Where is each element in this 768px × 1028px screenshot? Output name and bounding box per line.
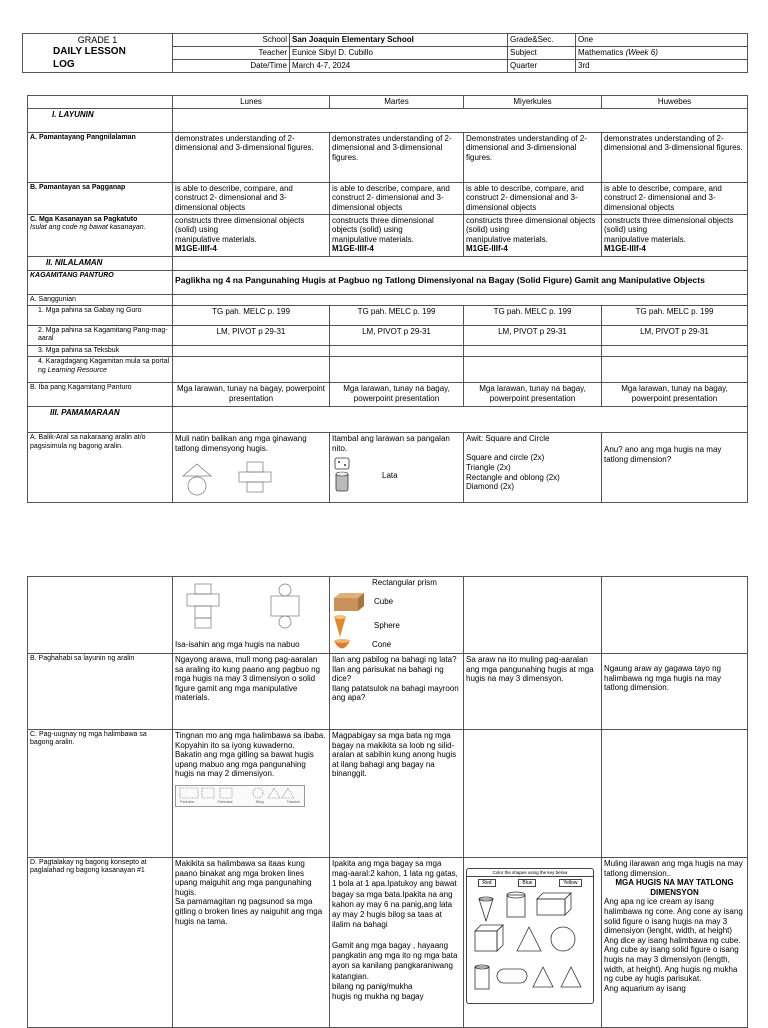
kagamitang-value: Paglikha ng 4 na Pangunahing Hugis at Pagbuo ng Tatlong Dimensiyonal na Bagay (Solid Figure) Gamit ang Manipulative Objects [173,270,748,294]
corner-cell [28,96,173,109]
empty-cell [330,345,464,356]
nets-image [175,580,315,640]
c-lunes [173,214,330,256]
b-miyerkules: is able to describe, compare, and construct 2- dimensional and 3- dimensional objects [464,182,602,214]
pagtalakay-lunes: Makikita sa halimbawa sa itaas kung paano binakat ang mga broken lines upang maiguhit ang mga pangunahing hugis. Sa pamamagitan ng pagsunod sa mga gitling o broken lines ay naiguhit ang mga hugis na tama. [173,858,330,1028]
match-cone-row [332,638,461,652]
iba-lunes: Mga larawan, tunay na bagay, powerpoint presentation [173,383,330,407]
section-nilalaman: II. NILALAMAN [28,256,173,270]
row-label-c-title: C. Mga Kasanayan sa Pagkatuto [30,215,138,223]
key-red: Red [478,879,495,887]
gabay-miyerkules: TG pah. MELC p. 199 [464,305,602,325]
iba-miyerkules: Mga larawan, tunay na bagay, powerpoint presentation [464,383,602,407]
teacher-value: Eunice Sibyl D. Cubillo [290,47,508,60]
worksheet [466,868,594,1004]
lunes-isa: Isa-isahin ang mga hugis na nabuo [175,640,300,649]
dice-can-image [332,457,352,493]
b-lunes: is able to describe, compare, and construct 2- dimensional and 3-dimensional objects [173,182,330,214]
strip-shapes [176,786,304,800]
row-label-a: A. Pamantayang Pangnilalaman [28,132,173,182]
empty-cell [28,577,173,654]
balik-huwebes [602,433,748,503]
a-lunes: demonstrates understanding of 2-dimensional and 3-dimensional figures. [173,132,330,182]
strip-label: Parihaba [180,799,195,804]
balik-martes-text: Itambal ang larawan sa pangalan nito. [332,434,450,453]
match-sphere-label: Sphere [374,620,400,630]
gradesec-value: One [576,34,748,47]
bowl-image [332,638,352,652]
strip-labels [176,800,304,804]
empty-cell [602,345,748,356]
match-cube-row [332,592,461,612]
martes-match [330,577,464,654]
empty-cell [173,294,748,305]
day-header-huwebes: Huwebes [602,96,748,109]
kag-pang-martes: LM, PIVOT p 29-31 [330,325,464,345]
pagtalakay-martes: Ipakita ang mga bagay sa mga mag-aaral:2 kahon, 1 lata ng gatas, 1 bola at 1 apa.Ipatukoy ang bawat bagay sa mga bata.Ipakita na ang kahon ay may 6 na panig,ang lata ay may 2 hugis bilog sa taas at ilalim na bahagi Gamit ang mga bagay , hayaang pangkatin ang mga ito ng mga bata ayon sa kanilang pangkaraniwang katangian. bilang ng panig/mukha hugis ng mukha ng bagay [330,858,464,1028]
paghahabi-martes: Ilan ang pabilog na bahagi ng lata? Ilan ang parisukat na bahagi ng dice? Ilang patatsulok na bahagi mayroon ang apa? [330,654,464,730]
empty-cell [173,407,748,433]
shapes-strip [175,785,305,807]
balik-lunes-text: Muli natin balikan ang mga ginawang tatlong dimensyong hugis. [175,434,307,453]
match-sphere-row [332,614,461,638]
pag-uugnay-lunes-text: Tingnan mo ang mga halimbawa sa ibaba. Kopyahin ito sa iyong kuwaderno. Bakatin ang mga gitling sa bawat hugis upang mabuo ang mga pangunahing hugis na may 2 dimensiyon. [175,731,326,779]
quarter-label: Quarter [508,60,576,73]
iba-martes: Mga larawan, tunay na bagay, powerpoint presentation [330,383,464,407]
a-huwebes: demonstrates understanding of 2-dimensional and 3-dimensional figures. [602,132,748,182]
pag-uugnay-lunes [173,730,330,858]
empty-cell [602,577,748,654]
c-martes [330,214,464,256]
lunes-nets [173,577,330,654]
kagamitang-label: KAGAMITANG PANTURO [28,270,173,294]
match-cube-label: Cube [374,596,394,606]
worksheet-title: Color the shapes using the key below [467,869,593,877]
c-lunes-code: M1GE-IIIf-4 [175,244,217,254]
c-miyer-text: constructs three dimensional objects (solid) using manipulative materials. [466,215,596,244]
kag-pang-lunes: LM, PIVOT p 29-31 [173,325,330,345]
c-huwebes-code: M1GE-IIIf-4 [604,244,646,254]
pag-uugnay-martes: Magpabigay sa mga bata ng mga bagay na makikita sa loob ng silid-aralan at sabihin kung anong hugis at ilang bahagi ang bagay na binanggit. [330,730,464,858]
empty-cell [464,357,602,383]
subject-week: (Week 6) [625,48,658,58]
empty-cell [464,345,602,356]
key-yellow: Yellow [559,879,581,887]
pagtalakay-label: D. Pagtalakay ng bagong konsepto at paglalahad ng bagong kasanayan #1 [28,858,173,1028]
pagtalakay-huwebes [602,858,748,1028]
section-layunin: I. LAYUNIN [28,108,173,132]
day-header-lunes: Lunes [173,96,330,109]
day-header-martes: Martes [330,96,464,109]
gradesec-label: Grade&Sec. [508,34,576,47]
match-rect-label: Rectangular prism [372,578,437,587]
gabay-lunes: TG pah. MELC p. 199 [173,305,330,325]
balik-martes [330,433,464,503]
worksheet-keys [467,879,593,887]
section-pamamaraan: III. PAMAMARAAN [28,407,173,433]
karagdagang-italic: Learning Resource [47,366,107,374]
paghahabi-huwebes-text: Ngaung araw ay gagawa tayo ng halimbawa ng mga hugis na may tatlong dimension. [604,664,721,693]
paghahabi-miyerkules: Sa araw na ito muling pag-aaralan ang mga pangunahing hugis at mga hugis na may 3 dimensyon. [464,654,602,730]
iba-label: B. Iba pang Kagamitang Panturo [28,383,173,407]
huwebes-intro: Muling ilarawan ang mga hugis na may tatlong dimension.. [604,859,743,878]
cone-image [332,614,348,638]
empty-cell [173,357,330,383]
subject-label: Subject [508,47,576,60]
teksbuk-label: 3. Mga pahina sa Teksbuk [28,345,173,356]
a-miyerkules: Demonstrates understanding of 2-dimensional and 3-dimensional figures. [464,132,602,182]
balik-miyerkules: Awit: Square and Circle Square and circle (2x) Triangle (2x) Rectangle and oblong (2x) Diamond (2x) [464,433,602,503]
gabay-martes: TG pah. MELC p. 199 [330,305,464,325]
empty-cell [602,357,748,383]
key-blue: Blue [518,879,536,887]
empty-cell [173,108,748,132]
empty-cell [464,730,602,858]
c-martes-code: M1GE-IIIf-4 [332,244,374,254]
worksheet-shapes [467,887,591,999]
day-header-miyerkules: Miyerkules [464,96,602,109]
subject-name: Mathematics [578,48,626,58]
kag-pang-label: 2. Mga pahina sa Kagamitang Pang-mag-aaral [28,325,173,345]
strip-label: Parisukat [217,799,233,804]
balik-lunes [173,433,330,503]
empty-cell [173,256,748,270]
paghahabi-label: B. Paghahabi sa layunin ng aralin [28,654,173,730]
huwebes-body: Ang apa ng ice cream ay isang halimbawa ng cone. Ang cone ay isang solid figure o isang hugis na may 3 dimensiyon (lenght, width, at height) Ang dice ay isang halimbawa ng cube. Ang cube ay isang solid figure o isang hugis na may 3 dimensiyon (length, width, at height). Ang hugis ng mukha ng cube ay hugis parisukat. Ang aquarium ay isang [604,897,743,993]
c-huwebes [602,214,748,256]
datetime-value: March 4-7, 2024 [290,60,508,73]
c-miyerkules [464,214,602,256]
lesson-table-page1 [27,95,748,503]
match-cone-label: Cone [372,639,392,649]
huwebes-title: MGA HUGIS NA MAY TATLONG DIMENSYON [615,878,734,897]
header-table [22,33,748,73]
sanggunian-label: A. Sanggunian [28,294,173,305]
strip-label: Bilog [255,799,264,804]
strip-label: Tatsulok [286,799,300,804]
empty-cell [464,577,602,654]
school-label: School [173,34,290,47]
net-shapes-image [175,454,295,496]
lata-row [332,457,461,493]
row-label-b: B. Pamantayan sa Pagganap [28,182,173,214]
b-martes: is able to describe, compare, and construct 2- dimensional and 3- dimensional objects [330,182,464,214]
gabay-label: 1. Mga pahina sa Gabay ng Guro [28,305,173,325]
karagdagang-text: 4. Karagdagang Kagamitan mula sa portal ng [38,358,170,374]
c-martes-text: constructs three dimensional objects (solid) using manipulative materials. [332,215,434,244]
subject-value [576,47,748,60]
c-lunes-text: constructs three dimensional objects (solid) using manipulative materials. [175,215,305,244]
box-image [332,592,366,612]
kag-pang-huwebes: LM, PIVOT p 29-31 [602,325,748,345]
karagdagang-label [28,357,173,383]
empty-cell [602,730,748,858]
pag-uugnay-label: C. Pag-uugnay ng mga halimbawa sa bagong aralin. [28,730,173,858]
c-miyer-code: M1GE-IIIf-4 [466,244,508,254]
paghahabi-lunes: Ngayong arawa, mull mong pag-aaralan sa araling ito kung paano ang pagbuo ng mga hugis na may 3 dimensiyon o solid figure gamit ang mga manipulative materials. [173,654,330,730]
balik-label: A. Balik-Aral sa nakaraang aralin at/o pagsisimula ng bagong aralin. [28,433,173,503]
empty-cell [330,357,464,383]
datetime-label: Date/Time [173,60,290,73]
c-huwebes-text: constructs three dimensional objects (solid) using manipulative materials. [604,215,734,244]
a-martes: demonstrates understanding of 2-dimensional and 3-dimensional figures. [330,132,464,182]
row-label-c-sub: Isulat ang code ng bawat kasanayan. [30,223,146,231]
balik-huwebes-text: Anu? ano ang mga hugis na may tatlong dimension? [604,445,722,464]
paghahabi-huwebes [602,654,748,730]
b-huwebes: is able to describe, compare, and construct 2- dimensional and 3- dimensional objects [602,182,748,214]
gabay-huwebes: TG pah. MELC p. 199 [602,305,748,325]
school-value: San Joaquin Elementary School [290,34,508,47]
lata-label: Lata [382,470,398,480]
lesson-table-page2 [27,576,748,1028]
pagtalakay-miyerkules [464,858,602,1028]
teacher-label: Teacher [173,47,290,60]
empty-cell [173,345,330,356]
row-label-c [28,214,173,256]
quarter-value: 3rd [576,60,748,73]
kag-pang-miyerkules: LM, PIVOT p 29-31 [464,325,602,345]
iba-huwebes: Mga larawan, tunay na bagay, powerpoint presentation [602,383,748,407]
dll-title: DAILY LESSON LOG [53,46,126,70]
grade-label: GRADE 1 [77,35,118,45]
header-title-cell [23,34,173,73]
